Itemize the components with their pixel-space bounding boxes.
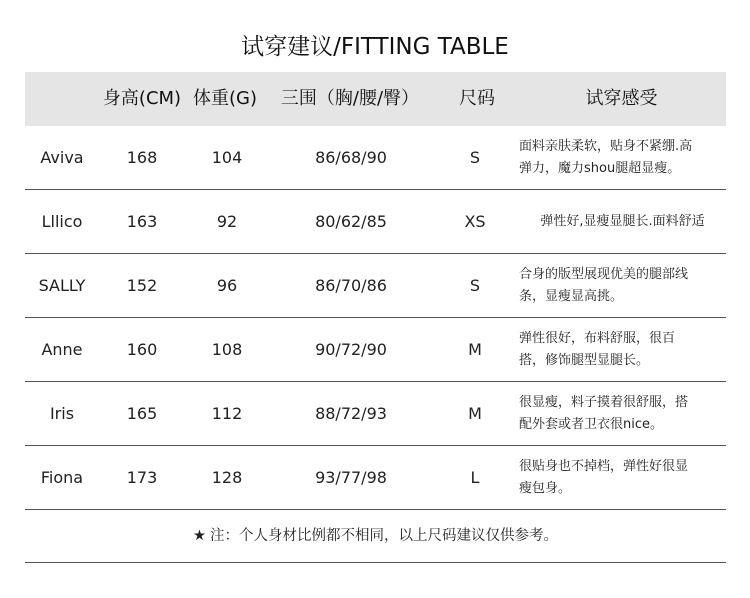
cell-height: 173 [126, 468, 158, 487]
fitting-table [25, 72, 726, 563]
cell-name: Fiona [40, 468, 84, 487]
star-icon: ★ [193, 528, 206, 544]
header-measurements: 三围（胸/腰/臀） [280, 88, 420, 109]
cell-weight: 96 [216, 276, 238, 295]
feeling-line-2: 配外套或者卫衣很nice。 [519, 416, 663, 432]
cell-height: 168 [126, 148, 158, 167]
cell-size: L [470, 468, 480, 487]
feeling-line-1: 面料亲肤柔软，贴身不紧绷.高 [519, 138, 693, 154]
header-height: 身高(CM) [102, 88, 182, 109]
feeling-line-2: 条，显瘦显高挑。 [519, 288, 624, 304]
footnote-text: 注：个人身材比例都不相同，以上尺码建议仅供参考。 [210, 528, 558, 544]
table-row [25, 446, 726, 510]
footnote [25, 510, 726, 563]
cell-size: XS [464, 212, 486, 231]
cell-feeling [519, 382, 726, 445]
cell-name: Lllico [41, 212, 83, 231]
cell-weight: 112 [211, 404, 243, 423]
feeling-line-1: 弹性好,显瘦显腿长.面料舒适 [540, 213, 705, 229]
cell-feeling [519, 446, 726, 509]
cell-height: 152 [126, 276, 158, 295]
cell-measurements: 93/77/98 [315, 468, 387, 487]
header-size: 尺码 [459, 88, 495, 109]
feeling-line-1: 弹性很好，布料舒服，很百 [519, 330, 676, 346]
cell-measurements: 88/72/93 [315, 404, 387, 423]
header-weight: 体重(G) [193, 88, 257, 109]
cell-name: SALLY [38, 276, 86, 295]
table-row [25, 254, 726, 318]
cell-measurements: 86/70/86 [315, 276, 387, 295]
cell-feeling [519, 254, 726, 317]
page-title: 试穿建议/FITTING TABLE [241, 34, 509, 60]
feeling-line-2: 弹力，魔力shou腿超显瘦。 [519, 160, 681, 176]
cell-measurements: 90/72/90 [315, 340, 387, 359]
cell-name: Anne [41, 340, 83, 359]
feeling-line-1: 合身的版型展现优美的腿部线 [519, 266, 689, 282]
cell-height: 160 [126, 340, 158, 359]
cell-feeling [519, 318, 726, 381]
table-header [25, 72, 726, 126]
cell-weight: 108 [211, 340, 243, 359]
cell-size: M [468, 340, 482, 359]
cell-size: S [469, 148, 481, 167]
cell-feeling [519, 126, 726, 189]
feeling-line-1: 很显瘦，料子摸着很舒服，搭 [519, 394, 689, 410]
cell-size: S [469, 276, 481, 295]
table-row [25, 190, 726, 254]
cell-weight: 92 [216, 212, 238, 231]
cell-name: Aviva [40, 148, 84, 167]
cell-weight: 104 [211, 148, 243, 167]
cell-measurements: 80/62/85 [315, 212, 387, 231]
cell-size: M [468, 404, 482, 423]
cell-name: Iris [49, 404, 75, 423]
cell-height: 163 [126, 212, 158, 231]
cell-measurements: 86/68/90 [315, 148, 387, 167]
feeling-line-2: 搭，修饰腿型显腿长。 [519, 352, 650, 368]
header-feeling: 试穿感受 [585, 88, 658, 109]
cell-weight: 128 [211, 468, 243, 487]
feeling-line-1: 很贴身也不掉档，弹性好很显 [519, 458, 689, 474]
cell-feeling [519, 190, 726, 253]
cell-height: 165 [126, 404, 158, 423]
table-row [25, 126, 726, 190]
table-row [25, 318, 726, 382]
table-row [25, 382, 726, 446]
feeling-line-2: 瘦包身。 [519, 480, 572, 496]
